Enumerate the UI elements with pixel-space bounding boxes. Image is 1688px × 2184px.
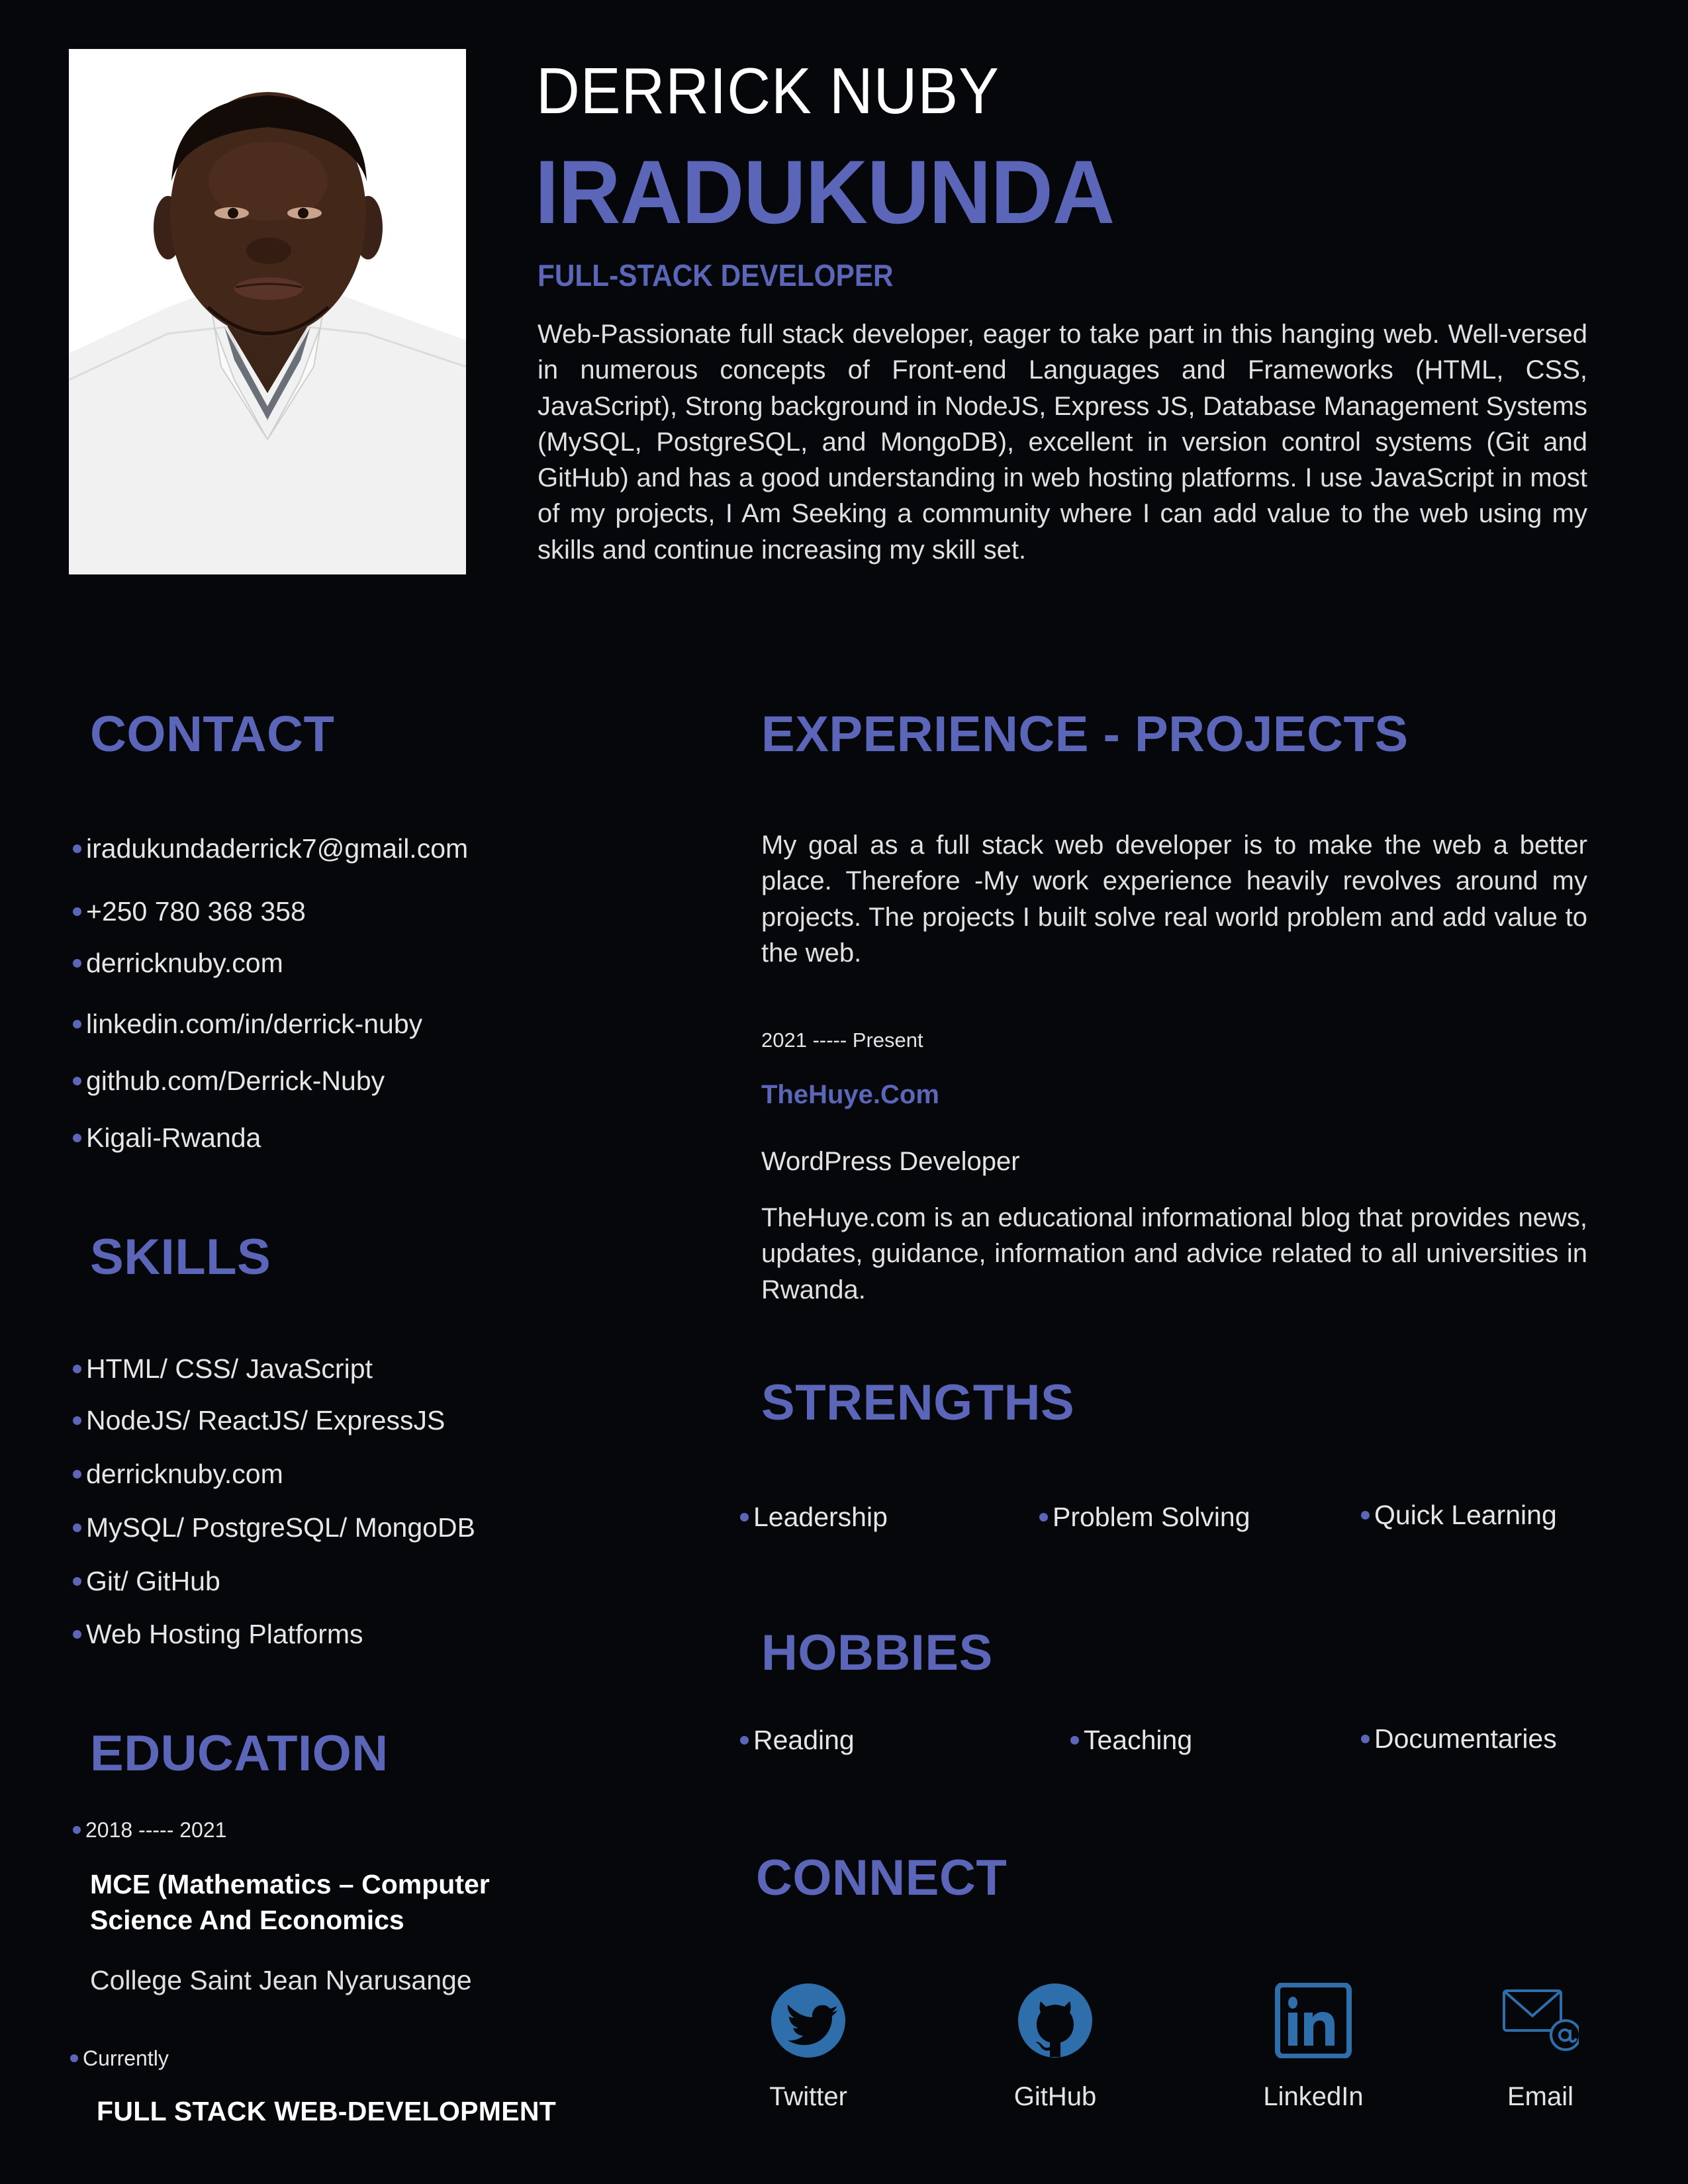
bullet-icon — [73, 1630, 81, 1639]
bullet-icon — [73, 1365, 81, 1373]
skill-item — [73, 1568, 220, 1595]
hobby-item — [1361, 1725, 1557, 1752]
contact-location-text: Kigali-Rwanda — [86, 1122, 261, 1153]
job-description: TheHuye.com is an educational informational blog that provides news, updates, guidance, information and advice related to all universities in Rwanda. — [761, 1203, 1587, 1304]
bullet-icon — [73, 907, 81, 916]
skill-text: NodeJS/ ReactJS/ ExpressJS — [86, 1405, 445, 1435]
contact-linkedin-text: linkedin.com/in/derrick-nuby — [86, 1009, 423, 1039]
contact-github-text: github.com/Derrick-Nuby — [86, 1066, 385, 1096]
job-role: WordPress Developer — [761, 1147, 1020, 1176]
education-heading: EDUCATION — [90, 1725, 389, 1782]
bullet-icon — [740, 1736, 749, 1745]
skills-heading: SKILLS — [90, 1229, 271, 1285]
skill-text: MySQL/ PostgreSQL/ MongoDB — [86, 1512, 475, 1543]
github-icon — [1017, 1983, 1094, 2058]
hobby-item — [740, 1727, 855, 1754]
bullet-icon — [73, 959, 81, 968]
hobby-text: Reading — [753, 1725, 855, 1755]
experience-heading: EXPERIENCE - PROJECTS — [761, 706, 1409, 762]
connect-heading: CONNECT — [756, 1850, 1008, 1906]
skill-text: Git/ GitHub — [86, 1566, 220, 1596]
strength-text: Leadership — [753, 1502, 888, 1532]
hobby-text: Teaching — [1084, 1725, 1193, 1755]
contact-email-text: iradukundaderrick7@gmail.com — [86, 833, 469, 864]
hobby-item — [1070, 1727, 1192, 1754]
contact-website-text: derricknuby.com — [86, 948, 283, 978]
skill-item — [73, 1461, 283, 1488]
strength-text: Problem Solving — [1053, 1502, 1250, 1532]
education-degree: MCE (Mathematics – Computer Science And Economics — [90, 1869, 490, 1935]
last-name: IRADUKUNDA — [535, 142, 1115, 242]
linkedin-label: LinkedIn — [1263, 2082, 1364, 2111]
bullet-icon — [740, 1513, 749, 1522]
bullet-icon — [73, 1470, 81, 1479]
contact-location — [73, 1124, 261, 1152]
bio-summary: Web-Passionate full stack developer, eager to take part in this hanging web. Well-versed in numerous concepts of Front-end Languages and Frameworks (HTML, CSS, JavaScript), Strong background in NodeJS, Express JS, Database Management Systems (MySQL, PostgreSQL, and MongoDB), excellent in version control systems (Git and GitHub) and has a good understanding in web hosting platforms. I use JavaScript in most of my projects, I Am Seeking a community where I can add value to the web using my skills and continue increasing my skill set. — [538, 320, 1587, 565]
strengths-heading: STRENGTHS — [761, 1375, 1075, 1431]
twitter-label: Twitter — [769, 2082, 847, 2111]
bullet-icon — [1070, 1736, 1079, 1745]
skill-item — [73, 1514, 475, 1541]
education-current — [70, 2048, 169, 2069]
bullet-icon — [1039, 1513, 1048, 1522]
strength-text: Quick Learning — [1374, 1500, 1557, 1530]
bullet-icon — [73, 844, 81, 853]
portrait-image — [69, 49, 466, 574]
hobby-text: Documentaries — [1374, 1723, 1557, 1754]
hobbies-heading: HOBBIES — [761, 1625, 993, 1681]
skill-item — [73, 1621, 363, 1648]
bullet-icon — [70, 2054, 78, 2062]
job-dates: 2021 ----- Present — [761, 1028, 923, 1052]
bullet-icon — [73, 1416, 81, 1425]
bullet-icon — [73, 1134, 81, 1142]
skill-text: HTML/ CSS/ JavaScript — [86, 1353, 373, 1384]
twitter-icon — [770, 1983, 847, 2058]
contact-email[interactable] — [73, 835, 468, 862]
bullet-icon — [1361, 1511, 1370, 1520]
first-name: DERRICK NUBY — [536, 54, 1000, 127]
contact-website[interactable] — [73, 950, 283, 977]
job-title: FULL-STACK DEVELOPER — [538, 258, 894, 293]
strength-item — [1361, 1502, 1557, 1529]
education-dates-text: 2018 ----- 2021 — [85, 1818, 227, 1842]
contact-phone-text: +250 780 368 358 — [86, 896, 306, 927]
skill-text: Web Hosting Platforms — [86, 1619, 363, 1649]
education-program: FULL STACK WEB-DEVELOPMENT — [97, 2096, 557, 2126]
contact-phone[interactable] — [73, 898, 306, 925]
bullet-icon — [73, 1577, 81, 1586]
bullet-icon — [73, 1826, 81, 1834]
education-school: College Saint Jean Nyarusange — [90, 1965, 472, 1995]
github-link[interactable] — [976, 1983, 1135, 2110]
education-current-text: Currently — [83, 2046, 169, 2070]
linkedin-icon — [1275, 1983, 1352, 2058]
skill-text: derricknuby.com — [86, 1459, 283, 1489]
bullet-icon — [1361, 1735, 1370, 1743]
bullet-icon — [73, 1524, 81, 1532]
strength-item — [740, 1504, 888, 1531]
skill-item — [73, 1407, 445, 1434]
profile-photo — [69, 49, 466, 574]
experience-intro: My goal as a full stack web developer is to make the web a better place. Therefore -My work experience heavily revolves around my projects. The projects I built solve real world problem and add value to the web. — [761, 831, 1587, 968]
twitter-link[interactable] — [729, 1983, 888, 2110]
job-company[interactable]: TheHuye.Com — [761, 1080, 939, 1109]
contact-linkedin[interactable] — [73, 1011, 422, 1038]
strength-item — [1039, 1504, 1250, 1531]
contact-heading: CONTACT — [90, 706, 335, 762]
github-label: GitHub — [1013, 2082, 1097, 2111]
email-label: Email — [1507, 2082, 1574, 2111]
education-dates — [73, 1819, 226, 1841]
email-link[interactable] — [1461, 1983, 1620, 2110]
skill-item — [73, 1355, 373, 1383]
bullet-icon — [73, 1020, 81, 1028]
linkedin-link[interactable] — [1234, 1983, 1393, 2110]
contact-github[interactable] — [73, 1068, 385, 1095]
email-icon — [1502, 1983, 1579, 2058]
bullet-icon — [73, 1077, 81, 1085]
